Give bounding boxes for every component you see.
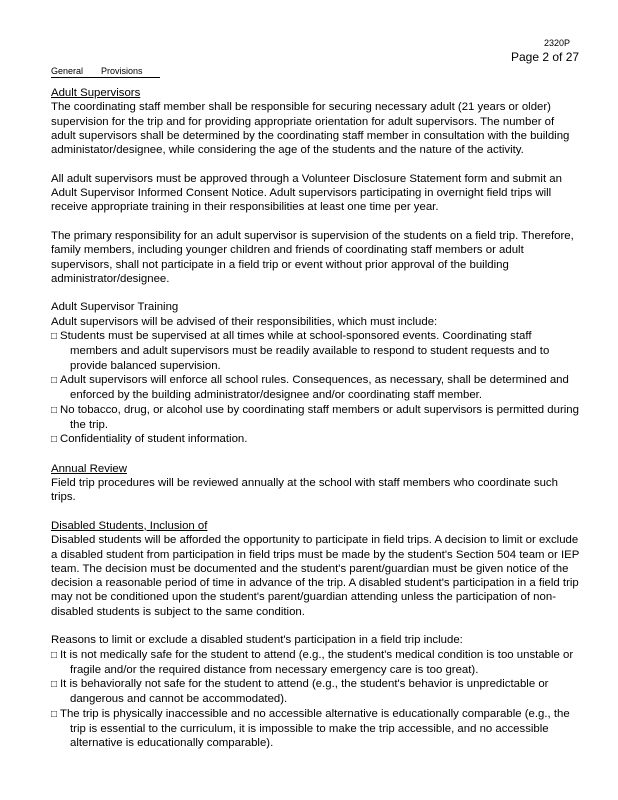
disabled-students-text: Disabled students will be afforded the opportunity to participate in field trips. A decision to limit or exclude a disabled student from participation in field trips must be made by the student's Section 504 team or IEP team. The decision must be documented and the student's parent/guardian must be given notice of the decision a reasonable period of time in advance of the trip. A disabled student's participation in a field trip may not be conditioned upon the student's parent/guardian attending unless the participation of non-disabled students is subject to the same condition. (51, 534, 580, 618)
training-heading: Adult Supervisor Training (51, 301, 179, 314)
section-label (51, 66, 160, 78)
annual-review-text: Field trip procedures will be reviewed annually at the school with staff members who coordinate such trips. (51, 477, 558, 504)
checkbox-bullet-icon: □ (51, 679, 58, 691)
reasons-intro: Reasons to limit or exclude a disabled student's participation in a field trip include: (51, 634, 463, 647)
list-item: □ Adult supervisors will enforce all school rules. Consequences, as necessary, shall be determined and enforced by the building administrator/designee and/or coordinating staff member. (51, 373, 569, 402)
list-item: □ It is behaviorally not safe for the student to attend (e.g., the student's behavior is unpredictable or dangerous and cannot be accommodated). (51, 678, 549, 706)
list-item: □ The trip is physically inaccessible and no accessible alternative is educationally comparable (e.g., the trip is essential to the curriculum, it is impossible to make the trip accessible, and no accessible alternative is educationally comparable). (51, 707, 570, 750)
list-item: □ It is not medically safe for the student to attend (e.g., the student's medical condition is too unstable or fragile and/or the required distance from necessary emergency care is too great). (51, 648, 574, 676)
checkbox-bullet-icon: □ (51, 434, 58, 446)
reasons-list (51, 648, 581, 751)
section-label-part-2: Provisions (101, 66, 143, 76)
document-body (51, 86, 581, 765)
checkbox-bullet-icon: □ (51, 331, 58, 343)
training-intro: Adult supervisors will be advised of their responsibilities, which must include: (51, 315, 438, 328)
adult-supervisors-paragraph-2: All adult supervisors must be approved through a Volunteer Disclosure Statement form and submit an Adult Supervisor Informed Consent Notice. Adult supervisors participating in overnight field trips will receive appropriate training in their responsibilities at least one time per year. (51, 172, 562, 214)
adult-supervisors-paragraph-3: The primary responsibility for an adult supervisor is supervision of the students on a field trip. Therefore, family members, including younger children and friends of coordinating staff members or adult supervisors, shall not participate in a field trip or event without prior approval of the building administrator/designee. (51, 229, 574, 285)
list-item: □ Students must be supervised at all times while at school-sponsored events. Coordinating staff members and adult supervisors must be readily available to respond to student requests and to provide balanced supervision. (51, 330, 550, 372)
list-item: □ Confidentiality of student information. (51, 432, 581, 447)
page-number: Page 2 of 27 (511, 50, 580, 64)
disabled-students-heading: Disabled Students, Inclusion of (51, 519, 208, 532)
checkbox-bullet-icon: □ (51, 649, 58, 661)
adult-supervisors-heading: Adult Supervisors (51, 87, 141, 99)
checkbox-bullet-icon: □ (51, 708, 58, 720)
checkbox-bullet-icon: □ (51, 404, 58, 416)
training-list (51, 329, 581, 447)
adult-supervisors-paragraph-1: The coordinating staff member shall be responsible for securing necessary adult (21 years or older) supervision for the trip and for providing appropriate orientation for adult supervisors. The number of adult supervisors shall be determined by the coordinating staff member in consultation with the building administator/designee, while considering the age of the students and the nature of the activity. (51, 101, 570, 157)
policy-code: 2320P (544, 38, 571, 48)
section-label-part-1: General (51, 66, 84, 76)
checkbox-bullet-icon: □ (51, 374, 58, 386)
list-item: □ No tobacco, drug, or alcohol use by coordinating staff members or adult supervisors is permitted during the trip. (51, 403, 579, 431)
annual-review-heading: Annual Review (51, 462, 127, 475)
